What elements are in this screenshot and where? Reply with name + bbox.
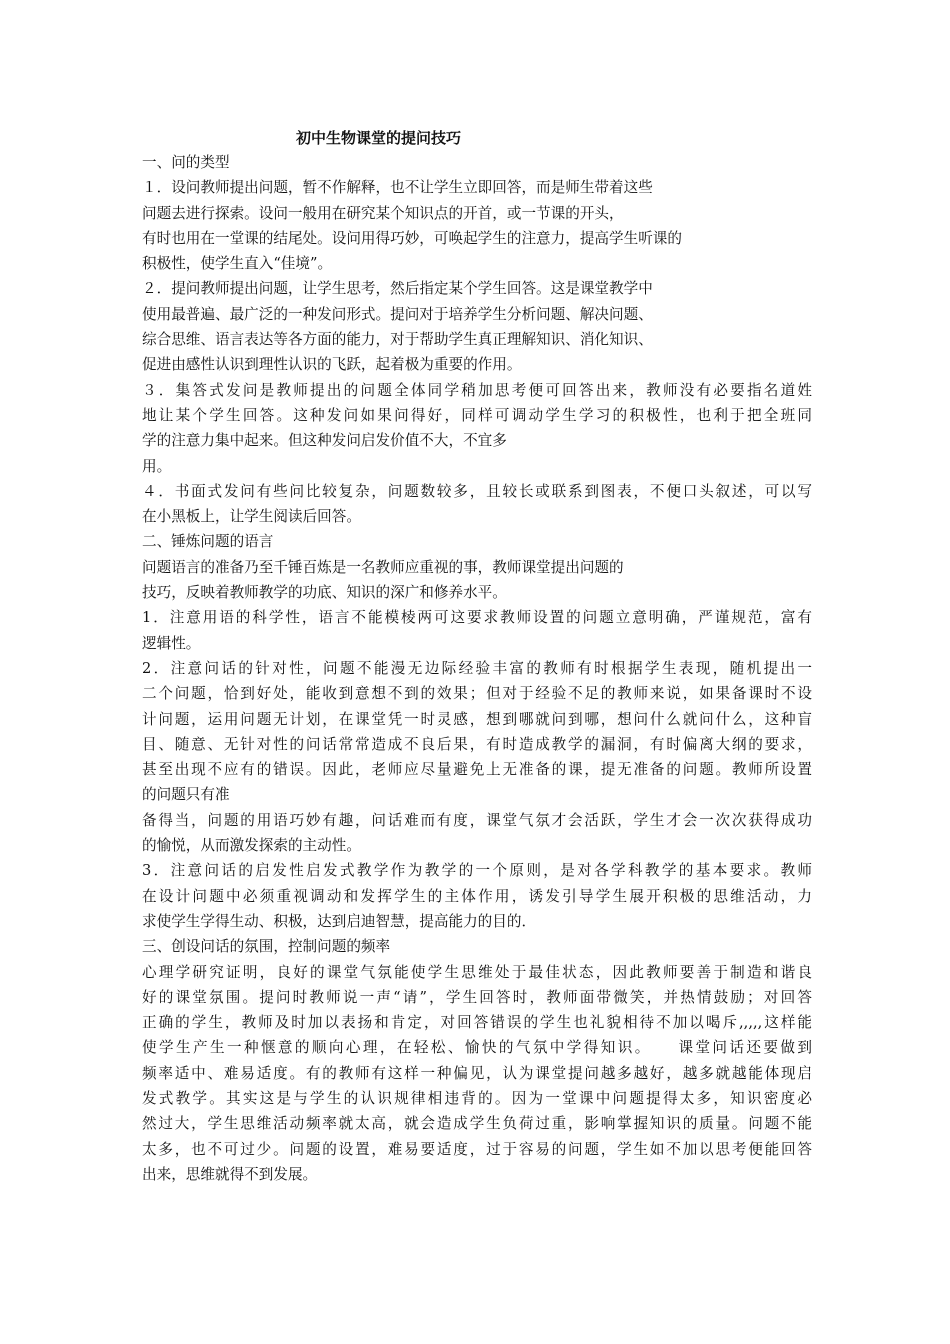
text-line: 的愉悦，从而激发探索的主动性。 bbox=[142, 837, 361, 855]
text-line: 逻辑性。 bbox=[142, 634, 201, 652]
document-title: 初中生物课堂的提问技巧 bbox=[296, 129, 462, 147]
text-line: ３．集答式发问是教师提出的问题全体同学稍加思考便可回答出来，教师没有必要指名道姓 bbox=[142, 381, 812, 399]
text-line: 使用最普遍、最广泛的一种发问形式。提问对于培养学生分析问题、解决问题、 bbox=[142, 305, 653, 323]
text-line: 积极性，使学生直入“佳境”。 bbox=[142, 255, 333, 273]
text-line: １．设问教师提出问题，暂不作解释，也不让学生立即回答，而是师生带着这些 bbox=[142, 179, 653, 197]
document-body bbox=[142, 150, 812, 1187]
text-line: 促进由感性认识到理性认识的飞跃，起着极为重要的作用。 bbox=[142, 356, 522, 374]
text-line: 二、锤炼问题的语言 bbox=[142, 533, 274, 551]
text-line: 频率适中、难易适度。有的教师有这样一种偏见，认为课堂提问越多越好，越多就越能体现启 bbox=[142, 1064, 812, 1082]
text-line: 甚至出现不应有的错误。因此，老师应尽量避免上无准备的课，提无准备的问题。教师所设置 bbox=[142, 761, 812, 779]
text-line: 2．注意问话的针对性，问题不能漫无边际经验丰富的教师有时根据学生表现，随机提出一 bbox=[142, 659, 812, 677]
text-line: 1．注意用语的科学性，语言不能模棱两可这要求教师设置的问题立意明确，严谨规范，富有 bbox=[142, 609, 812, 627]
text-line: 出来，思维就得不到发展。 bbox=[142, 1165, 318, 1183]
text-line: 正确的学生，教师及时加以表扬和肯定，对回答错误的学生也礼貌相待不加以喝斥,,,,,这样能 bbox=[142, 1014, 812, 1032]
text-line: 技巧，反映着教师教学的功底、知识的深广和修养水平。 bbox=[142, 584, 507, 602]
text-line: 心理学研究证明，良好的课堂气氛能使学生思维处于最佳状态，因此教师要善于制造和谐良 bbox=[142, 963, 812, 981]
text-line: 发式教学。其实这是与学生的认识规律相违背的。因为一堂课中问题提得太多，知识密度必 bbox=[142, 1089, 812, 1107]
text-line: ２．提问教师提出问题，让学生思考，然后指定某个学生回答。这是课堂教学中 bbox=[142, 280, 653, 298]
text-line: 备得当，问题的用语巧妙有趣，问话难而有度，课堂气氛才会活跃，学生才会一次次获得成功 bbox=[142, 811, 812, 829]
text-line: 学的注意力集中起来。但这种发问启发价值不大，不宜多 bbox=[142, 432, 507, 450]
text-line: 在小黑板上，让学生阅读后回答。 bbox=[142, 508, 361, 526]
text-line: 目、随意、无针对性的问话常常造成不良后果，有时造成教学的漏洞，有时偏离大纲的要求， bbox=[142, 735, 812, 753]
text-line: 问题去进行探索。设问一般用在研究某个知识点的开首，或一节课的开头， bbox=[142, 204, 624, 222]
text-line: 好的课堂氛围。提问时教师说一声“请”，学生回答时，教师面带微笑，并热情鼓励；对回答 bbox=[142, 988, 812, 1006]
text-line: 地让某个学生回答。这种发问如果问得好，同样可调动学生学习的积极性，也利于把全班同 bbox=[142, 406, 812, 424]
text-line: 求使学生学得生动、积极，达到启迪智慧，提高能力的目的． bbox=[142, 912, 537, 930]
text-line: 太多，也不可过少。问题的设置，难易要适度，过于容易的问题，学生如不加以思考便能回答 bbox=[142, 1140, 812, 1158]
text-line: 问题语言的准备乃至千锤百炼是一名教师应重视的事，教师课堂提出问题的 bbox=[142, 558, 624, 576]
text-line: 二个问题，恰到好处，能收到意想不到的效果；但对于经验不足的教师来说，如果备课时不设 bbox=[142, 685, 812, 703]
text-line: 用。 bbox=[142, 457, 172, 475]
text-line: 3．注意问话的启发性启发式教学作为教学的一个原则，是对各学科教学的基本要求。教师 bbox=[142, 862, 812, 880]
text-line: 计问题，运用问题无计划，在课堂凭一时灵感，想到哪就问到哪，想问什么就问什么，这种盲 bbox=[142, 710, 812, 728]
text-line: 使学生产生一种惬意的顺向心理，在轻松、愉快的气氛中学得知识。 课堂问话还要做到 bbox=[142, 1039, 812, 1057]
text-line: 的问题只有准 bbox=[142, 786, 230, 804]
text-line: 综合思维、语言表达等各方面的能力，对于帮助学生真正理解知识、消化知识、 bbox=[142, 331, 653, 349]
text-line: 一、问的类型 bbox=[142, 154, 230, 171]
text-line: 有时也用在一堂课的结尾处。设问用得巧妙，可唤起学生的注意力，提高学生听课的 bbox=[142, 229, 682, 247]
text-line: 三、创设问话的氛围，控制问题的频率 bbox=[142, 938, 391, 956]
text-line: 然过大，学生思维活动频率就太高，就会造成学生负荷过重，影响掌握知识的质量。问题不能 bbox=[142, 1115, 812, 1133]
text-line: ４．书面式发问有些问比较复杂，问题数较多，且较长或联系到图表，不便口头叙述，可以写 bbox=[142, 482, 812, 500]
text-line: 在设计问题中必须重视调动和发挥学生的主体作用，诱发引导学生展开积极的思维活动，力 bbox=[142, 887, 812, 905]
